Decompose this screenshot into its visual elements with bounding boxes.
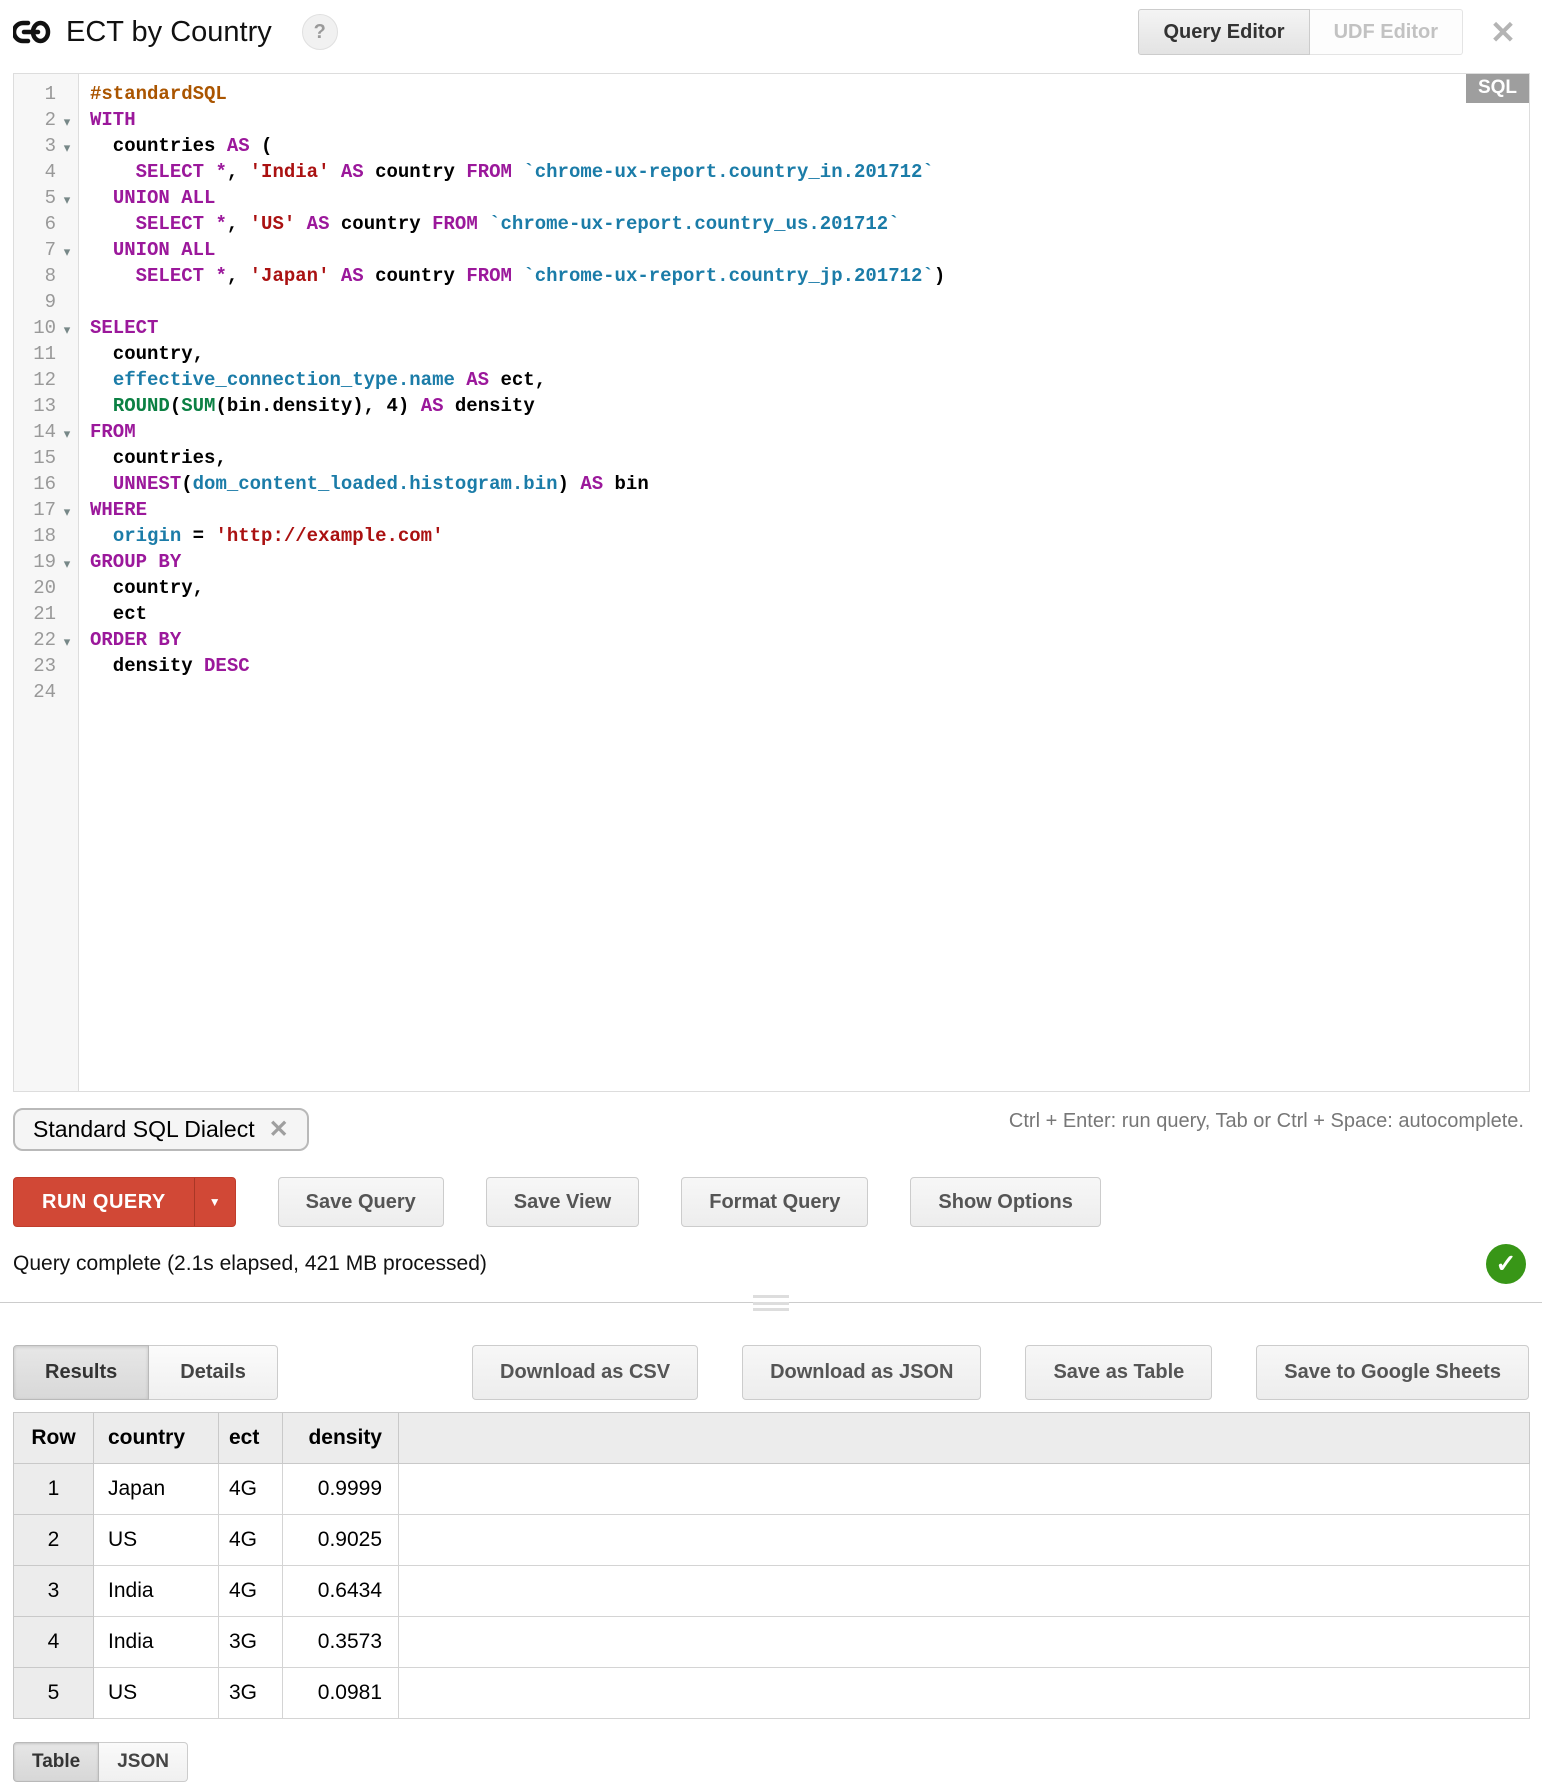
- header: [0, 0, 1542, 62]
- cell-filler: [399, 1566, 1530, 1617]
- cell-filler: [399, 1617, 1530, 1668]
- download-as-json-button[interactable]: Download as JSON: [742, 1345, 981, 1400]
- table-row: [14, 1617, 1530, 1668]
- run-query-button[interactable]: [13, 1177, 236, 1227]
- code-line[interactable]: [14, 133, 1529, 159]
- line-number: 22: [33, 629, 56, 651]
- secondary-actions: [278, 1177, 1101, 1227]
- table-row: [14, 1566, 1530, 1617]
- code-line[interactable]: [14, 679, 1529, 705]
- code-line[interactable]: [14, 211, 1529, 237]
- fold-arrow-icon[interactable]: ▾: [63, 191, 71, 207]
- link-icon[interactable]: [13, 18, 51, 46]
- cell-filler: [399, 1464, 1530, 1515]
- editor-mode-tabs: [1138, 9, 1463, 55]
- line-number: 3: [44, 135, 56, 157]
- download-as-csv-button[interactable]: Download as CSV: [472, 1345, 698, 1400]
- cell-country: US: [94, 1515, 219, 1566]
- code-line[interactable]: [14, 523, 1529, 549]
- cell-ect: 4G: [219, 1464, 283, 1515]
- fold-arrow-icon[interactable]: ▾: [63, 555, 71, 571]
- column-header-ect[interactable]: ect: [219, 1413, 283, 1464]
- code-line[interactable]: [14, 289, 1529, 315]
- cell-country: India: [94, 1566, 219, 1617]
- fold-arrow-icon[interactable]: ▾: [63, 425, 71, 441]
- result-view-toggle: [13, 1742, 1529, 1782]
- cell-country: India: [94, 1617, 219, 1668]
- table-row: [14, 1515, 1530, 1566]
- tab-table[interactable]: Table: [13, 1742, 99, 1782]
- code-line[interactable]: [14, 367, 1529, 393]
- code-line[interactable]: [14, 185, 1529, 211]
- code-line[interactable]: [14, 159, 1529, 185]
- dialect-pill[interactable]: [13, 1108, 309, 1151]
- table-header-row: [14, 1413, 1530, 1464]
- cell-country: Japan: [94, 1464, 219, 1515]
- line-number: 18: [33, 525, 56, 547]
- line-number: 11: [33, 343, 56, 365]
- cell-density: 0.0981: [283, 1668, 399, 1719]
- run-query-dropdown-icon[interactable]: ▼: [194, 1178, 235, 1226]
- line-number: 10: [33, 317, 56, 339]
- fold-arrow-icon[interactable]: ▾: [63, 321, 71, 337]
- tab-json[interactable]: JSON: [99, 1742, 188, 1782]
- code-text: SELECT *, 'Japan' AS country FROM `chrome-ux-report.country_jp.201712`): [135, 265, 946, 287]
- save-as-table-button[interactable]: Save as Table: [1025, 1345, 1212, 1400]
- cell-row: 4: [14, 1617, 94, 1668]
- code-line[interactable]: [14, 445, 1529, 471]
- fold-arrow-icon[interactable]: ▾: [63, 503, 71, 519]
- code-text: #standardSQL: [90, 83, 227, 105]
- fold-arrow-icon[interactable]: ▾: [63, 139, 71, 155]
- code-text: SELECT *, 'India' AS country FROM `chrome-ux-report.country_in.201712`: [135, 161, 934, 183]
- line-number: 17: [33, 499, 56, 521]
- splitter-drag-handle-icon[interactable]: [753, 1294, 789, 1312]
- save-query-button[interactable]: Save Query: [278, 1177, 444, 1227]
- code-text: WITH: [90, 109, 136, 131]
- code-text: countries,: [90, 447, 227, 469]
- code-line[interactable]: [14, 315, 1529, 341]
- code-text: SELECT *, 'US' AS country FROM `chrome-ux-report.country_us.201712`: [135, 213, 900, 235]
- line-number: 15: [33, 447, 56, 469]
- code-text: effective_connection_type.name AS ect,: [112, 369, 547, 391]
- code-text: origin = 'http://example.com': [112, 525, 444, 547]
- code-line[interactable]: [14, 601, 1529, 627]
- cell-row: 2: [14, 1515, 94, 1566]
- column-header-filler: [399, 1413, 1530, 1464]
- code-text: ect: [90, 603, 148, 625]
- line-number: 14: [33, 421, 56, 443]
- column-header-country[interactable]: country: [94, 1413, 219, 1464]
- code-line[interactable]: [14, 263, 1529, 289]
- tab-details[interactable]: Details: [149, 1345, 278, 1400]
- line-number: 19: [33, 551, 56, 573]
- cell-density: 0.6434: [283, 1566, 399, 1617]
- line-number: 1: [44, 83, 56, 105]
- line-number: 7: [44, 239, 56, 261]
- save-view-button[interactable]: Save View: [486, 1177, 639, 1227]
- cell-country: US: [94, 1668, 219, 1719]
- cell-ect: 4G: [219, 1566, 283, 1617]
- code-text: country,: [90, 343, 205, 365]
- pane-splitter[interactable]: [0, 1302, 1542, 1303]
- code-line[interactable]: [14, 81, 1529, 107]
- code-line[interactable]: [14, 393, 1529, 419]
- fold-arrow-icon[interactable]: ▾: [63, 113, 71, 129]
- code-line[interactable]: [14, 653, 1529, 679]
- line-number: 24: [33, 681, 56, 703]
- cell-density: 0.9025: [283, 1515, 399, 1566]
- cell-ect: 3G: [219, 1668, 283, 1719]
- editor-footer: [0, 1092, 1542, 1151]
- code-line[interactable]: [14, 237, 1529, 263]
- line-number: 13: [33, 395, 56, 417]
- tab-results[interactable]: Results: [13, 1345, 149, 1400]
- line-number: 16: [33, 473, 56, 495]
- line-number: 5: [44, 187, 56, 209]
- save-to-google-sheets-button[interactable]: Save to Google Sheets: [1256, 1345, 1529, 1400]
- query-actions: [0, 1151, 1542, 1227]
- run-query-label[interactable]: RUN QUERY: [42, 1190, 166, 1213]
- shortcut-hint: Ctrl + Enter: run query, Tab or Ctrl + Space: autocomplete.: [1008, 1110, 1524, 1132]
- code-area[interactable]: [14, 81, 1529, 705]
- cell-filler: [399, 1668, 1530, 1719]
- line-number: 6: [44, 213, 56, 235]
- table-row: [14, 1668, 1530, 1719]
- table-row: [14, 1464, 1530, 1515]
- line-number: 20: [33, 577, 56, 599]
- help-icon[interactable]: ?: [302, 14, 338, 50]
- view-toggle-tabs: [13, 1742, 188, 1782]
- tab-udf-editor[interactable]: UDF Editor: [1310, 9, 1463, 55]
- fold-arrow-icon[interactable]: ▾: [63, 243, 71, 259]
- code-text: countries AS (: [90, 135, 273, 157]
- cell-ect: 3G: [219, 1617, 283, 1668]
- tab-query-editor[interactable]: Query Editor: [1138, 9, 1309, 55]
- cell-density: 0.9999: [283, 1464, 399, 1515]
- line-number: 4: [44, 161, 56, 183]
- results-tabs: [13, 1345, 278, 1400]
- page-title: ECT by Country: [66, 15, 272, 48]
- code-line[interactable]: [14, 419, 1529, 445]
- line-number: 23: [33, 655, 56, 677]
- sql-badge: SQL: [1466, 74, 1529, 103]
- code-line[interactable]: [14, 549, 1529, 575]
- query-complete-check-icon: ✓: [1486, 1244, 1526, 1284]
- dialect-pill-close-icon[interactable]: ✕: [268, 1115, 289, 1143]
- cell-ect: 4G: [219, 1515, 283, 1566]
- results-table: [13, 1412, 1530, 1719]
- close-icon[interactable]: ✕: [1490, 14, 1516, 50]
- code-line[interactable]: [14, 341, 1529, 367]
- column-header-row[interactable]: Row: [14, 1413, 94, 1464]
- code-line[interactable]: [14, 575, 1529, 601]
- code-text: density DESC: [90, 655, 250, 677]
- code-text: ORDER BY: [90, 629, 182, 651]
- code-text: WHERE: [90, 499, 148, 521]
- code-text: UNION ALL: [112, 239, 216, 261]
- fold-arrow-icon[interactable]: ▾: [63, 633, 71, 649]
- code-text: country,: [90, 577, 205, 599]
- code-text: FROM: [90, 421, 136, 443]
- line-number: 21: [33, 603, 56, 625]
- line-number: 2: [44, 109, 56, 131]
- cell-row: 1: [14, 1464, 94, 1515]
- query-status-text: Query complete (2.1s elapsed, 421 MB processed): [13, 1252, 487, 1275]
- code-text: SELECT: [90, 317, 159, 339]
- code-text: ROUND(SUM(bin.density), 4) AS density: [112, 395, 535, 417]
- code-line[interactable]: [14, 497, 1529, 523]
- column-header-density[interactable]: density: [283, 1413, 399, 1464]
- line-number: 12: [33, 369, 56, 391]
- code-text: UNNEST(dom_content_loaded.histogram.bin) AS bin: [112, 473, 649, 495]
- code-line[interactable]: [14, 471, 1529, 497]
- format-query-button[interactable]: Format Query: [681, 1177, 868, 1227]
- export-buttons: [472, 1345, 1529, 1400]
- code-line[interactable]: [14, 107, 1529, 133]
- code-text: GROUP BY: [90, 551, 182, 573]
- line-number: 9: [44, 291, 56, 313]
- show-options-button[interactable]: Show Options: [910, 1177, 1100, 1227]
- code-line[interactable]: [14, 627, 1529, 653]
- dialect-pill-label: Standard SQL Dialect: [33, 1116, 255, 1142]
- code-text: UNION ALL: [112, 187, 216, 209]
- sql-query-editor[interactable]: [13, 73, 1530, 1092]
- status-row: [0, 1227, 1542, 1285]
- cell-filler: [399, 1515, 1530, 1566]
- cell-row: 5: [14, 1668, 94, 1719]
- results-toolbar: [13, 1345, 1529, 1400]
- cell-density: 0.3573: [283, 1617, 399, 1668]
- line-number: 8: [44, 265, 56, 287]
- cell-row: 3: [14, 1566, 94, 1617]
